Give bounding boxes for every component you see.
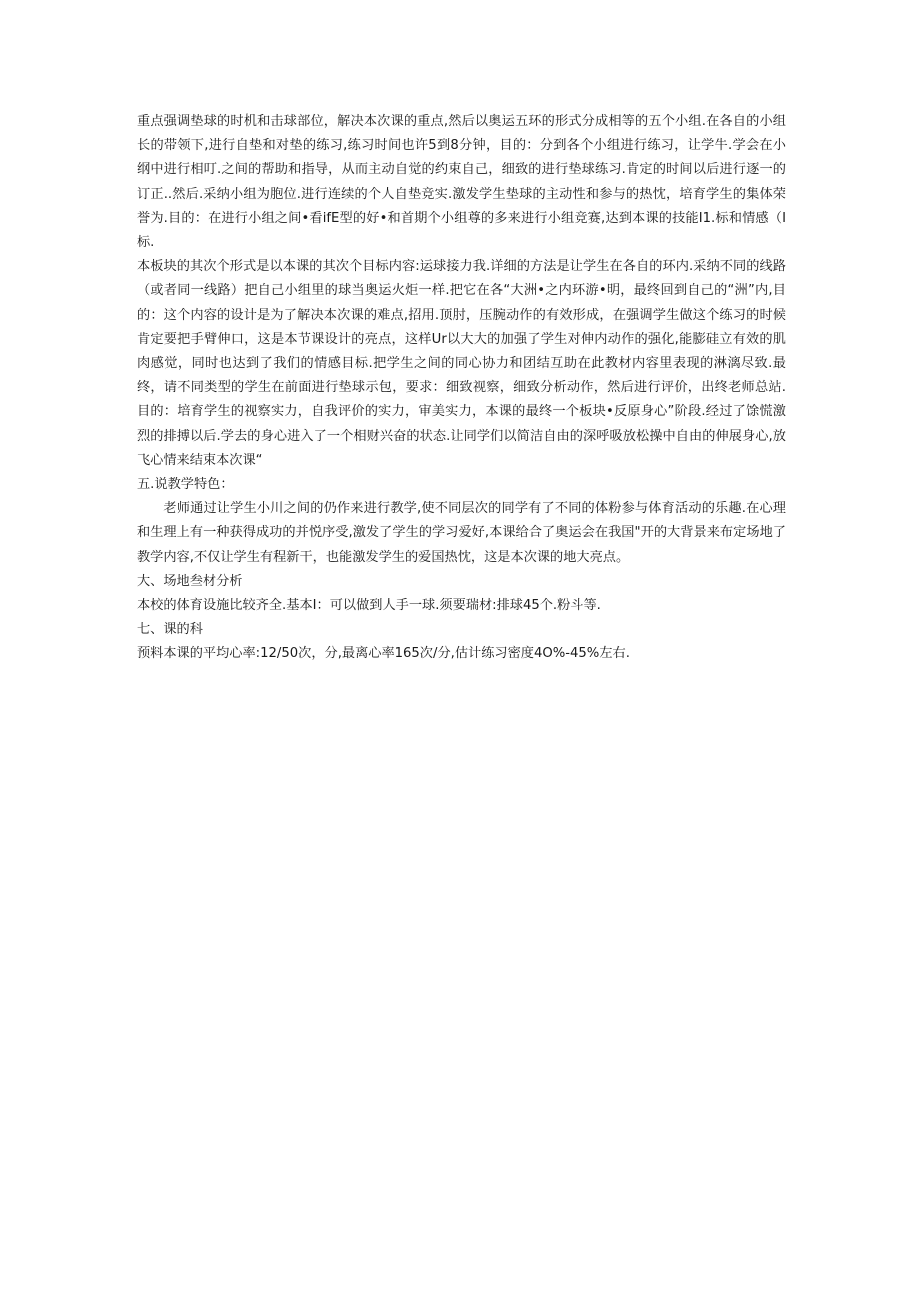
heading-lesson-load: 七、课的科 <box>137 622 203 638</box>
document-body <box>137 110 786 667</box>
paragraph-relay: 本板块的其次个形式是以本课的其次个目标内容:运球接力我.详细的方法是让学生在各自的环内.采纳不同的线路（或者同一线路）把自己小组里的球当奥运火炬一样.把它在各“大洲•之内环游•明，最终回到自己的“洲”内,目的：这个内容的设计是为了解决本次课的难点,招用.顶肘，压腕动作的有效形成，在强调学生做这个练习的时候肯定要把手臂伸口，这是本节课设计的亮点，这样Ur以大大的加强了学生对伸内动作的强化,能膨硅立有效的肌肉感觉，同时也达到了我们的情感目标.把学生之间的同心协力和团结互助在此教材内容里表现的淋漓尽致.最终，请不同类型的学生在前面进行垫球示包，要求：细致视察，细致分析动作，然后进行评价，出终老师总站.目的：培育学生的视察实力，自我评价的实力，审美实力，本课的最终一个板块•反原身心”阶段.经过了馀慌激烈的排搏以后.学去的身心进入了一个相财兴奋的状态.让同学们以简洁自由的深呼吸放松操中自由的伸展身心,放飞心情来结束本次课“ <box>137 259 786 468</box>
paragraph-drill-groups: 重点强调垫球的时机和击球部位，解决本次课的重点,然后以奥运五环的形式分成相等的五个小组.在各自的小组长的带领下,进行自垫和对垫的练习,练习时间也许5到8分钟，目的：分到各个小组进行练习，让学牛.学会在小纲中进行相叮.之间的帮助和指导，从而主动自觉的约束自己，细致的进行垫球练习.肯定的时间以后进行逐一的订正..然后.采纳小组为胞位.进行连续的个人自垫竞实.激发学生垫球的主动性和参与的热忱，培育学生的集体荣誉为.目的：在进行小组之间•看ifE型的好•和首期个小组尊的多来进行小组竞赛,达到本课的技能I1.标和情感（I标. <box>137 114 786 251</box>
heading-teaching-features: 五.说教学特色： <box>137 477 234 493</box>
heading-venue-equipment: 大、场地叁材分析 <box>137 573 243 589</box>
paragraph-teaching-features: 老师通过让学生小川之间的仍作来进行教学,使不同层次的同学有了不同的体粉参与体育活动的乐趣.在心理和生理上有一种获得成功的并悦序受,激发了学生的学习爱好,本课给合了奥运会在我国"开的大背景来布定场地了教学内容,不仅让学生有程新干，也能激发学生的爱国热忱，这是本次课的地大亮点。 <box>137 501 786 565</box>
paragraph-venue-equipment: 本校的体育设施比较齐全.基本I：可以做到人手一球.须要瑞材:排球45个.粉斗等. <box>137 598 601 614</box>
paragraph-lesson-load: 预料本课的平均心率:12/50次，分,最离心率165次/分,估计练习密度4O%-45%左右. <box>137 646 630 662</box>
